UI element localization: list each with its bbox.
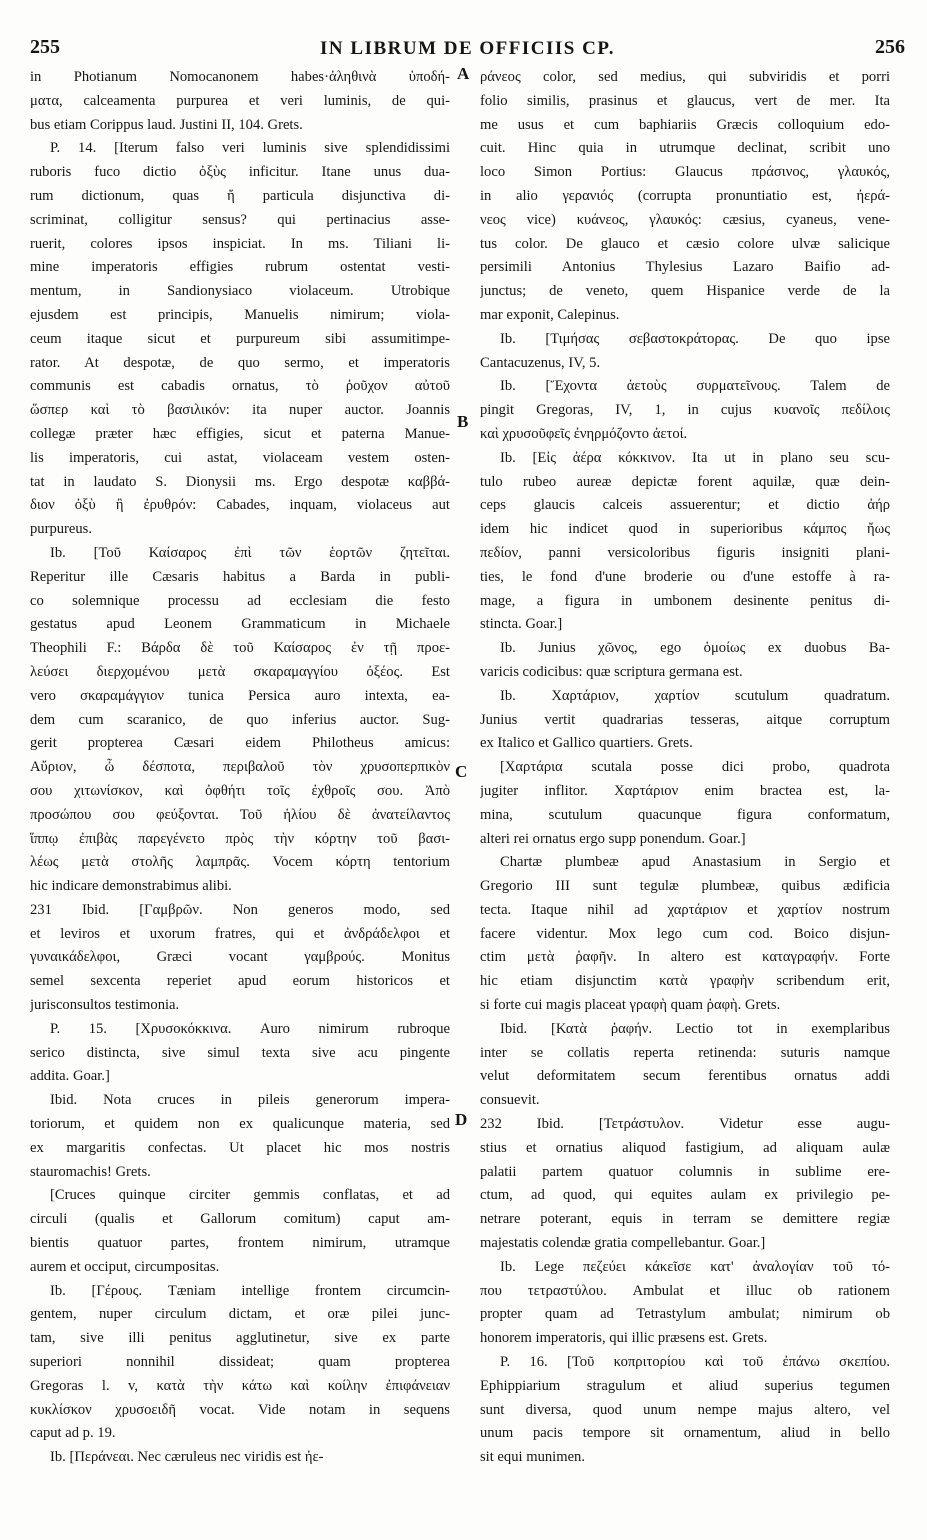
- right-column-line: idem hic indicet quod in superioribus κάμπος ἤως: [480, 521, 890, 538]
- right-column-line: mina, scutulum quacunque figura conformatum,: [480, 806, 890, 823]
- right-column-line: που τετραστύλου. Ambulat et illuc ob rationem: [480, 1282, 890, 1299]
- right-column-line: majestatis colendæ gratia compellebantur. Goar.]: [480, 1235, 766, 1252]
- left-column-line: λεύσει διερχομένου μετὰ σκαραμαγγίου ὀξέος. Est: [30, 663, 450, 680]
- right-column-line: mar exponit, Calepinus.: [480, 306, 620, 323]
- left-column-line: superiori nonnihil dissideat; quam propterea: [30, 1354, 450, 1371]
- left-column-line: Reperitur ille Cæsaris habitus a Barda in publi-: [30, 568, 450, 585]
- right-column-line: sit equi munimen.: [480, 1449, 585, 1466]
- left-column-line: et leviros et uxorum fratres, qui et ἀνδράδελφοι et: [30, 925, 450, 942]
- right-column-line: inter se collatis reperta retinenda: suturis namque: [480, 1044, 890, 1061]
- right-column-line: velut deformitatem secum ferentibus ornatus addi: [480, 1068, 890, 1085]
- right-column-line: varicis codicibus: quæ scriptura germana est.: [480, 663, 743, 680]
- right-column-line: junctus; de veneto, quem Hispanice verde de la: [480, 283, 890, 300]
- right-column-line: propter quam ad Tetrastylum ambulat; nimirum ob: [480, 1306, 890, 1323]
- right-column-line: Gregorio III sunt tegulæ plumbeæ, quibus ædificia: [480, 878, 890, 895]
- right-column-line: Ephippiarium stragulum et aliud superius tegumen: [480, 1377, 890, 1394]
- right-column-line: honorem imperatoris, qui illic præsens est. Grets.: [480, 1330, 768, 1347]
- left-column-line: lis imperatoris, cui astat, violaceam vestem osten-: [30, 449, 450, 466]
- left-column-line: Αὔριον, ὦ δέσποτα, περιβαλοῦ τὸν χρυσοπερπικὸν: [30, 759, 450, 776]
- right-column-line: folio similis, prasinus et glaucus, vert de mer. Ita: [480, 92, 890, 109]
- left-column-line: gestatus apud Leonem Grammaticum in Michaele: [30, 616, 450, 633]
- right-column-line: jugiter inflitor. Χαρτάριον enim bractea est, la-: [480, 782, 890, 799]
- left-column-line: bus etiam Corippus laud. Justini II, 104. Grets.: [30, 116, 303, 133]
- left-column-line: vero σκαραμάγγιον tunica Persica auro intexta, ea-: [30, 687, 450, 704]
- left-column: [30, 66, 450, 1470]
- left-column-line: ἵππῳ ἐπιβὰς παρεγένετο πρὸς τὴν κόρτην τοῦ βασι-: [30, 830, 450, 847]
- right-column-line: νεος vice) κυάνεος, γλαυκός: cæsius, cyaneus, vene-: [480, 211, 890, 228]
- left-column-line: γυναικάδελφοι, Græci vocant γαμβρούς. Monitus: [30, 949, 450, 966]
- right-column-line: si forte cui magis placeat γραφὴ quam ῥαφὴ. Grets.: [480, 997, 781, 1014]
- left-column-line: ὥσπερ καὶ τὸ βασιλικόν: ita nuper auctor. Joannis: [30, 402, 450, 419]
- left-column-line: gentem, nuper circulum dictam, et oræ pilei junc-: [30, 1306, 450, 1323]
- margin-marker-c: C: [455, 762, 468, 781]
- right-column-line: tulo rubeo aureæ depictæ forent aquilæ, quæ dein-: [480, 473, 890, 490]
- right-column-line: Chartæ plumbeæ apud Anastasium in Sergio et: [500, 854, 890, 871]
- right-column: [480, 66, 890, 1470]
- right-column-line: Ib. Junius χῶνος, ego ὁμοίως ex duobus Ba-: [500, 640, 890, 657]
- right-column-line: me usus et cum baphiariis Græcis colloquium edo-: [480, 116, 890, 133]
- left-column-line: stauromachis! Grets.: [30, 1163, 151, 1180]
- left-column-line: Theophili F.: Βάρδα δὲ τοῦ Καίσαρος ἐν τῇ προε-: [30, 640, 450, 657]
- right-column-line: ties, le fond d'une broderie ou d'une estoffe à ra-: [480, 568, 890, 585]
- left-column-line: Ib. [Γέρους. Tæniam intellige frontem circumcin-: [50, 1282, 450, 1299]
- left-column-line: ματα, calceamenta purpurea et veri luminis, de qui-: [30, 92, 450, 109]
- right-column-line: stius et ornatius aliquod fastigium, ad aliquam aulæ: [480, 1139, 890, 1156]
- right-column-line: ex Italico et Gallico quartiers. Grets.: [480, 735, 693, 752]
- right-column-line: ctum, ad quod, qui equites aulam ex privilegio pe-: [480, 1187, 890, 1204]
- right-column-line: 232 Ibid. [Τετράστυλον. Videtur esse augu-: [480, 1116, 890, 1133]
- right-column-line: persimili Antonius Thylesius Lazaro Baifio ad-: [480, 259, 890, 276]
- left-column-line: co solemnique processu ad ecclesiam die festo: [30, 592, 450, 609]
- page-number-left: 255: [30, 36, 60, 58]
- running-title: IN LIBRUM DE OFFICIIS CP.: [320, 38, 615, 59]
- right-column-line: [Χαρτάρια scutala posse dici probo, quadrota: [500, 759, 890, 776]
- left-column-line: P. 15. [Χρυσοκόκκινα. Auro nimirum rubroque: [50, 1020, 450, 1037]
- right-column-line: mage, a figura in umbonem desinente penitus di-: [480, 592, 890, 609]
- left-column-line: κυκλίσκον χρυσοειδῆ vocat. Vide notam in sequens: [30, 1401, 450, 1418]
- left-column-line: Ibid. Nota cruces in pileis generorum impera-: [50, 1092, 450, 1109]
- left-column-line: scriminat, colligitur sensus? qui pertinacius asse-: [30, 211, 450, 228]
- left-column-line: [Cruces quinque circiter gemmis conflatas, et ad: [50, 1187, 450, 1204]
- left-column-line: σου χιτωνίσκον, καὶ ὀφθήτι τοῖς ἐχθροῖς σου. Ἀπὸ: [30, 782, 450, 799]
- left-column-line: διον ὀξὺ ἢ ἐρυθρόν: Cabades, inquam, violaceus aut: [30, 497, 450, 514]
- left-column-line: jurisconsultos testimonia.: [30, 997, 180, 1014]
- right-column-line: Junius vertit quadrarias tesseras, aitque corruptum: [480, 711, 890, 728]
- left-column-line: bientis quatuor partes, frontem nimirum, utramque: [30, 1235, 450, 1252]
- left-column-line: λέως μετὰ στολῆς λαμπρᾶς. Vocem κόρτη tentorium: [30, 854, 450, 871]
- right-column-line: Ib. Χαρτάριον, χαρτίον scutulum quadratum.: [500, 687, 890, 704]
- left-column-line: collegæ præter hæc effigies, sicut et paterna Manue-: [30, 425, 450, 442]
- left-column-line: tat in laudato S. Dionysii ms. Ergo despotæ καββά-: [30, 473, 450, 490]
- left-column-line: ejusdem est principis, Manuelis nimirum; viola-: [30, 306, 450, 323]
- left-column-line: mentum, in Sandionysiaco violaceum. Utrobique: [30, 283, 450, 300]
- left-column-line: ruerit, colores ipsos inspiciat. In ms. Tiliani li-: [30, 235, 450, 252]
- right-column-line: καὶ χρυσοῦφεῖς ἐνηρμόζοντο ἀετοί.: [480, 425, 688, 442]
- left-column-line: gerit propterea Cæsari eidem Philotheus amicus:: [30, 735, 450, 752]
- left-column-line: ruboris fuco dictio ὀξὺς inficitur. Itane unus dua-: [30, 164, 450, 181]
- right-column-line: stincta. Goar.]: [480, 616, 563, 633]
- left-column-line: purpureus.: [30, 521, 93, 538]
- left-column-line: caput ad p. 19.: [30, 1425, 116, 1442]
- left-column-line: semel sexcenta reperiet apud eorum historicos et: [30, 973, 450, 990]
- left-column-line: mine imperatoris effigies rubrum ostentat vesti-: [30, 259, 450, 276]
- left-column-line: hic indicare demonstrabimus alibi.: [30, 878, 232, 895]
- right-column-line: in alio γερανιός (corrupta pronuntiatio est, ἠερά-: [480, 187, 890, 204]
- right-column-line: alteri rei ornatus ergo supp ponendum. Goar.]: [480, 830, 746, 847]
- right-column-line: ράνεος color, sed medius, qui subviridis et porri: [480, 69, 890, 85]
- left-column-line: circuli (qualis et Gallorum comitum) caput am-: [30, 1211, 450, 1228]
- right-column-line: Ib. [Εἰς ἀέρα κόκκινον. Ita ut in plano seu scu-: [500, 449, 890, 466]
- left-column-line: toriorum, et quidem non ex qualicunque materia, sed: [30, 1116, 450, 1133]
- right-column-line: Cantacuzenus, IV, 5.: [480, 354, 601, 371]
- page-header: [30, 36, 905, 66]
- left-column-line: Ib. [Περάνεαι. Nec cæruleus nec viridis est ἠε-: [50, 1449, 324, 1466]
- left-column-line: P. 14. [Iterum falso veri luminis sive splendidissimi: [50, 140, 450, 157]
- left-column-line: dem cum scaranico, de quo inferius auctor. Sug-: [30, 711, 450, 728]
- margin-marker-a: A: [457, 64, 470, 83]
- left-column-line: ex margaritis confectas. Ut placet hic mos nostris: [30, 1139, 450, 1156]
- page-number-right: 256: [875, 36, 905, 58]
- left-column-line: in Photianum Nomocanonem habes·ἀληθινὰ ὑποδή-: [30, 69, 450, 85]
- left-column-line: aurem et occiput, circumpositas.: [30, 1258, 220, 1275]
- left-column-line: rum dictionum, quas ἤ particula disjunctiva di-: [30, 187, 450, 204]
- left-column-line: serico distincta, sive simul texta sive acu pingente: [30, 1044, 450, 1061]
- left-column-line: communis est cabadis ornatus, τὸ ῥοῦχον αὐτοῦ: [30, 378, 450, 395]
- right-column-line: πεδίον, panni versicoloribus figuris insigniti plani-: [480, 544, 890, 561]
- right-column-line: Ib. [Τιμήσας σεβαστοκράτορας. De quo ipse: [500, 330, 890, 347]
- left-column-line: rator. At despotæ, de quo sermo, et imperatoris: [30, 354, 450, 371]
- right-column-line: sunt diversa, quod unum nempe majus altero, vel: [480, 1401, 890, 1418]
- left-column-line: προσώπου σου φεύξονται. Τοῦ ἡλίου δὲ ἀνατείλαντος: [30, 806, 450, 823]
- right-column-line: Ib. Lege πεζεύει κάκεῖσε κατ' ἀναλογίαν τοῦ τό-: [500, 1258, 890, 1275]
- left-column-line: ceum itaque sicut et purpureum sibi assumitimpe-: [30, 330, 450, 347]
- left-column-line: 231 Ibid. [Γαμβρῶν. Non generos modo, sed: [30, 901, 450, 918]
- right-column-line: cuit. Hinc quia in utrumque declinat, scribit uno: [480, 140, 890, 157]
- left-column-line: Ib. [Τοῦ Καίσαρος ἐπὶ τῶν ἑορτῶν ζητεῖται.: [50, 544, 450, 561]
- margin-marker-b: B: [457, 412, 469, 431]
- right-column-line: hic etiam disjunctim κατὰ γραφὴν scribendum erit,: [480, 973, 890, 990]
- right-column-line: Ibid. [Κατὰ ῥαφήν. Lectio tot in exemplaribus: [500, 1020, 890, 1037]
- right-column-line: unum pacis tempore sit ornamentum, aliud in bello: [480, 1425, 890, 1442]
- margin-marker-d: D: [455, 1110, 468, 1129]
- right-column-line: Ib. [Ἔχοντα ἀετοὺς συρματεῖνους. Talem de: [500, 378, 890, 395]
- right-column-line: tecta. Itaque nihil ad χαρτάριον et χαρτίον nostrum: [480, 901, 890, 918]
- right-column-line: netrare poterant, equis in terram se demittere regiæ: [480, 1211, 890, 1228]
- right-column-line: P. 16. [Τοῦ κοπριτορίου καὶ τοῦ ἐπάνω σκεπίου.: [500, 1354, 890, 1371]
- right-column-line: loco Simon Portius: Glaucus πράσινος, γλαυκός,: [480, 164, 890, 181]
- left-column-line: addita. Goar.]: [30, 1068, 110, 1085]
- right-column-line: consuevit.: [480, 1092, 540, 1109]
- right-column-line: ceps glaucis calceis assuerentur; et dictio ἀήρ: [480, 497, 890, 514]
- right-column-line: palatii partem quatuor columnis in sublime ere-: [480, 1163, 890, 1180]
- right-column-line: pingit Gregoras, IV, 1, in cujus κυανοῖς πεδίλοις: [480, 402, 890, 419]
- left-column-line: tam, sive illi penitus agglutinetur, sive ex parte: [30, 1330, 450, 1347]
- right-column-line: ctim μετὰ ῥαφῆν. In altero est καταγραφήν. Forte: [480, 949, 890, 966]
- left-column-line: Gregoras l. v, κατὰ τὴν κάτω καὶ κοίλην ἐπιφάνειαν: [30, 1377, 450, 1394]
- right-column-line: facere videntur. Mox lego cum cod. Boico disjun-: [480, 925, 890, 942]
- right-column-line: tus color. De glauco et cæsio colore ulvæ salicique: [480, 235, 890, 252]
